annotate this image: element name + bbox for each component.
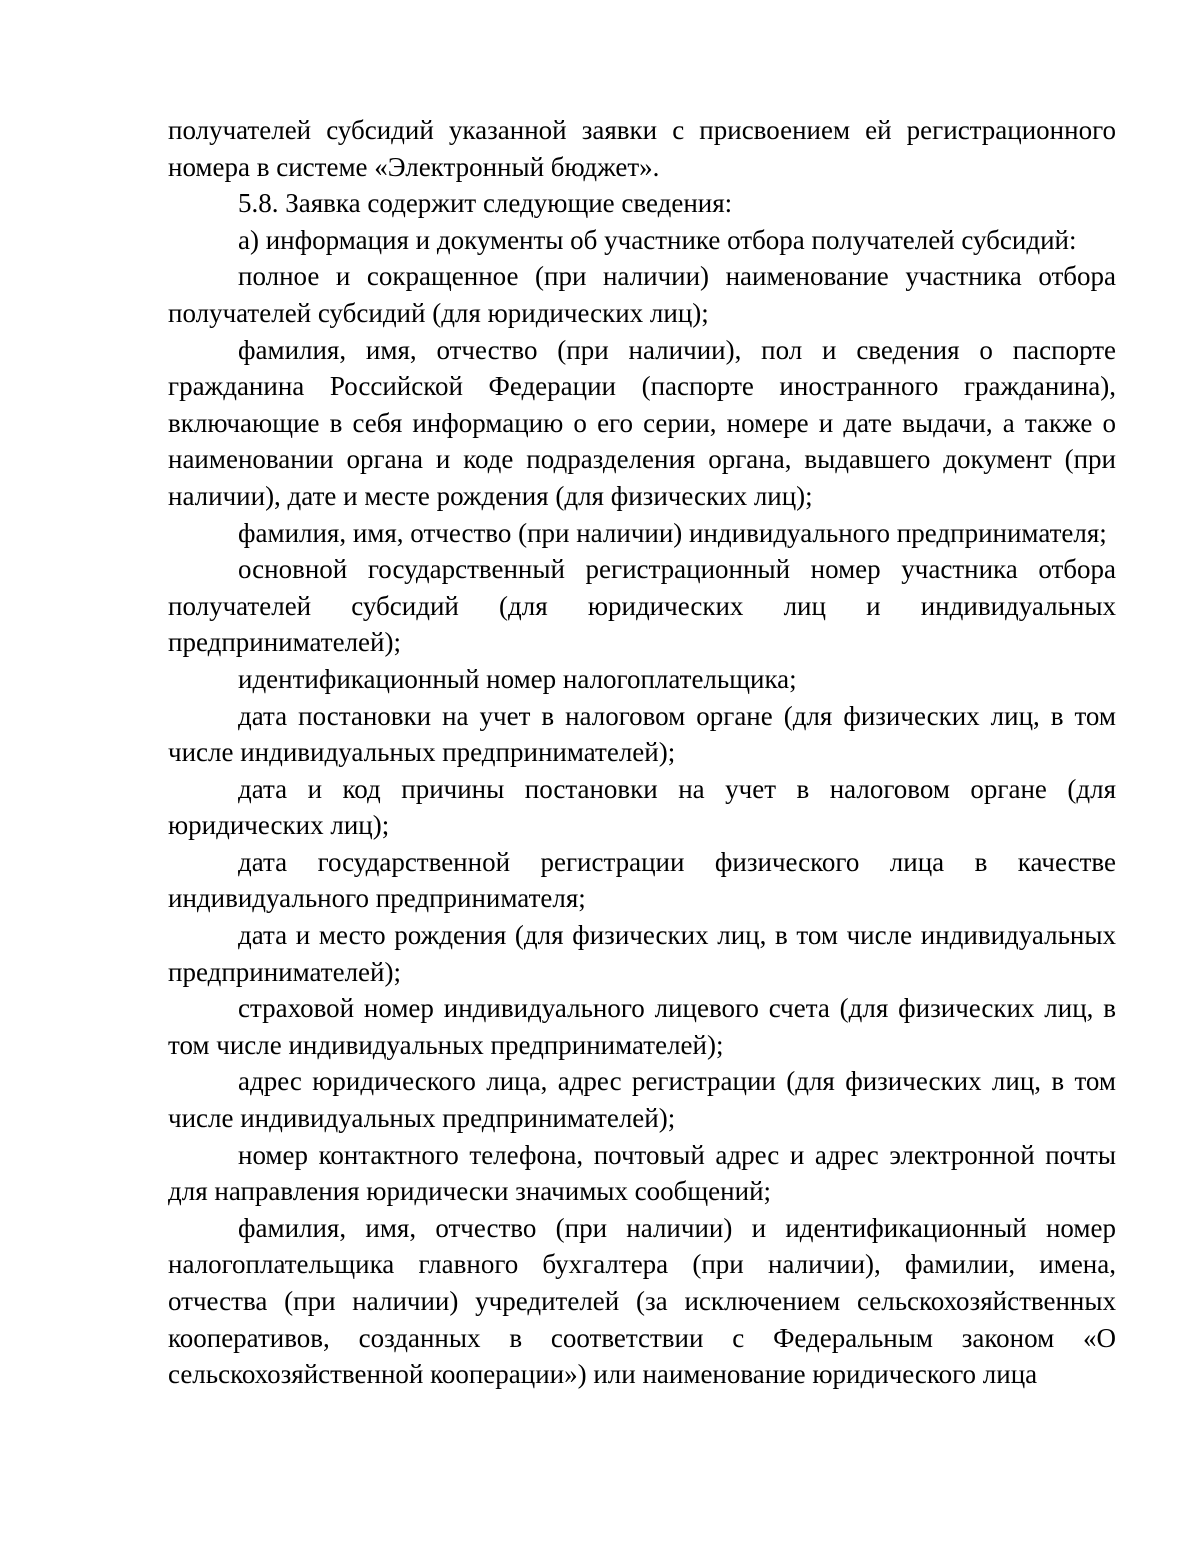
paragraph-kpp: дата и код причины постановки на учет в налоговом органе (для юридических лиц); [168, 773, 1116, 841]
paragraph-address: адрес юридического лица, адрес регистрации (для физических лиц, в том числе индивидуальных предпринимателей); [168, 1066, 1116, 1134]
paragraph-tax-registration-date: дата постановки на учет в налоговом органе (для физических лиц, в том числе индивидуальных предпринимателей); [168, 700, 1116, 768]
paragraph-full-name: полное и сокращенное (при наличии) наименование участника отбора получателей субсидий (для юридических лиц); [168, 261, 1116, 328]
paragraph-continuation: получателей субсидий указанной заявки с присвоением ей регистрационного номера в системе «Электронный бюджет». [168, 115, 1116, 182]
paragraph-ogrn: основной государственный регистрационный номер участника отбора получателей субсидий (для юридических лиц и индивидуальных предпринимателей); [168, 554, 1116, 658]
paragraph-contacts: номер контактного телефона, почтовый адрес и адрес электронной почты для направления юридически значимых сообщений; [168, 1139, 1116, 1207]
paragraph-accountant-founders: фамилия, имя, отчество (при наличии) и идентификационный номер налогоплательщика главного бухгалтера (при наличии), фамилии, имена, отчества (при наличии) учредителей (за исключением сельскохозяйственных кооперативов, созданных в соответствии с Федеральным законом «О сельскохозяйственной кооперации») или наименование юридического лица [168, 1212, 1116, 1390]
paragraph-entrepreneur-name: фамилия, имя, отчество (при наличии) индивидуального предпринимателя; [238, 517, 1107, 548]
paragraph-snils: страховой номер индивидуального лицевого счета (для физических лиц, в том числе индивидуальных предпринимателей); [168, 993, 1116, 1060]
paragraph-inn: идентификационный номер налогоплательщика; [238, 663, 797, 694]
paragraph-state-registration-date: дата государственной регистрации физического лица в качестве индивидуального предпринимателя; [168, 846, 1116, 914]
paragraph-section-5-8: 5.8. Заявка содержит следующие сведения: [238, 188, 733, 219]
paragraph-item-a: а) информация и документы об участнике отбора получателей субсидий: [238, 224, 1077, 255]
paragraph-passport-info: фамилия, имя, отчество (при наличии), пол и сведения о паспорте гражданина Российской Федерации (паспорте иностранного гражданина), включающие в себя информацию о его серии, номере и дате выдачи, а также о наименовании органа и коде подразделения органа, выдавшего документ (при наличии), дате и месте рождения (для физических лиц); [168, 334, 1116, 511]
document-body [168, 112, 1116, 1393]
paragraph-birth-info: дата и место рождения (для физических лиц, в том числе индивидуальных предпринимателей); [168, 920, 1116, 987]
